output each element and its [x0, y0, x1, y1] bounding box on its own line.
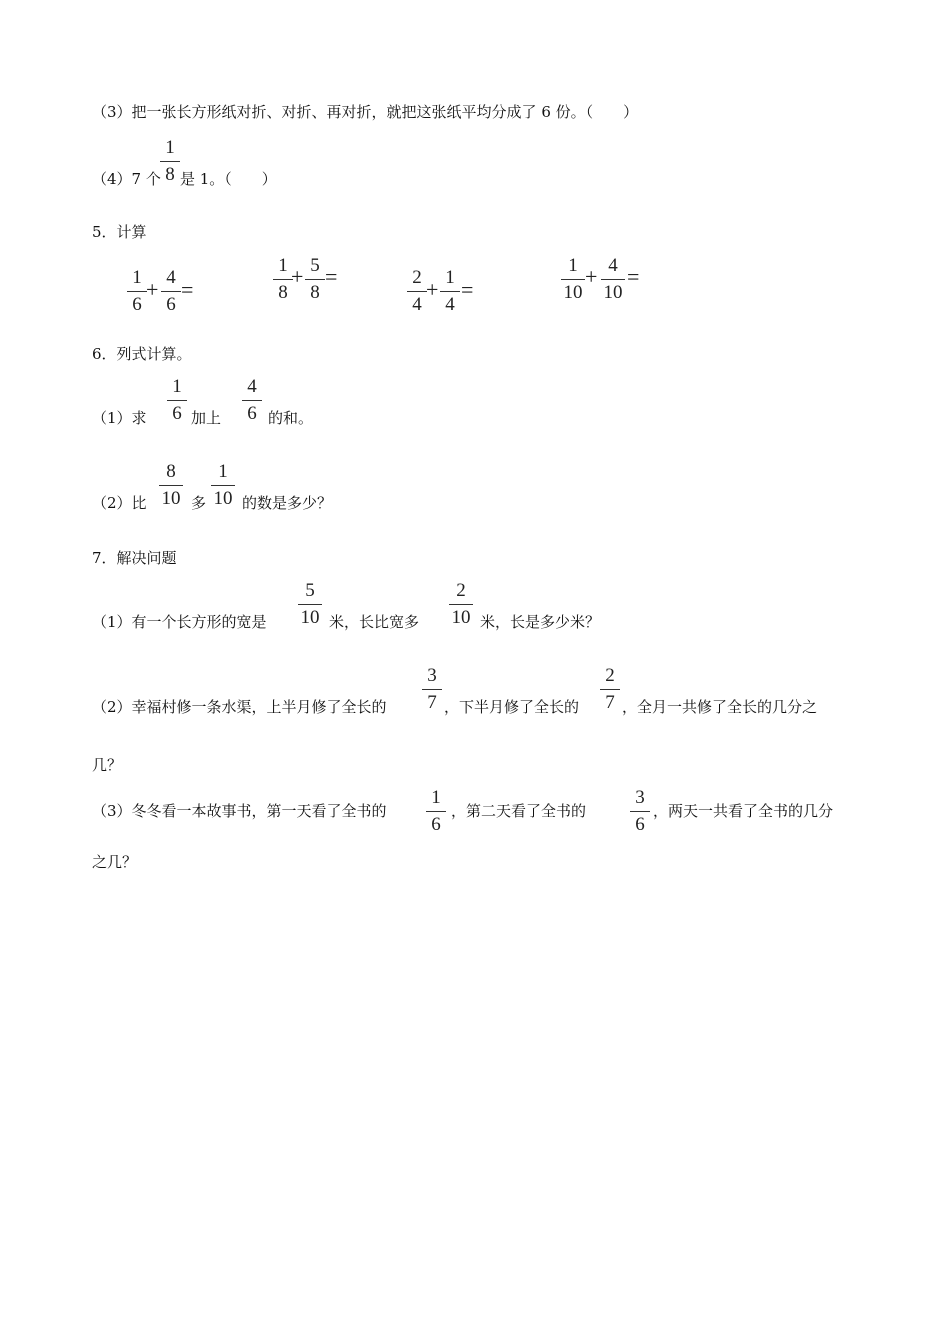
- question-5-title: 5．计算: [92, 223, 147, 241]
- q6-part2-text-c: 的数是多少？: [242, 494, 333, 512]
- numerator: 8: [166, 461, 176, 482]
- fraction: [295, 580, 325, 629]
- numerator: 2: [456, 580, 466, 601]
- fraction: [421, 787, 451, 836]
- numerator: 1: [278, 255, 288, 276]
- numerator: 3: [427, 665, 437, 686]
- q7-part2-text-a: （2）幸福村修一条水渠，上半月修了全长的: [92, 698, 387, 716]
- numerator: 4: [608, 255, 618, 276]
- equals-sign: =: [627, 264, 640, 289]
- denominator: 10: [300, 607, 320, 628]
- q7-part2-text-b: ，下半月修了全长的: [444, 698, 580, 716]
- numerator: 3: [635, 787, 645, 808]
- denominator: 6: [172, 403, 182, 424]
- denominator: 10: [161, 488, 181, 509]
- denominator: 7: [427, 692, 437, 713]
- judge-item-4-prefix: （4）7 个: [92, 170, 161, 188]
- fraction: [208, 461, 238, 510]
- numerator: 1: [568, 255, 578, 276]
- fraction: [625, 787, 655, 836]
- fraction: [417, 665, 447, 714]
- denominator: 8: [165, 164, 175, 185]
- denominator: 6: [132, 294, 142, 315]
- judge-item-4-suffix: 是 1。（ ）: [180, 170, 277, 188]
- denominator: 10: [563, 282, 583, 303]
- q6-part1-text-a: （1）求: [92, 409, 147, 427]
- q7-part3-text-d: 之几？: [92, 853, 138, 871]
- q7-part3-text-c: ，两天一共看了全书的几分: [653, 802, 834, 820]
- denominator: 4: [445, 294, 455, 315]
- fraction: [595, 665, 625, 714]
- denominator: 6: [635, 814, 645, 835]
- judge-item-3: （3）把一张长方形纸对折、对折、再对折，就把这张纸平均分成了 6 份。（ ）: [92, 103, 639, 121]
- question-6-title: 6．列式计算。: [92, 345, 192, 363]
- numerator: 5: [305, 580, 315, 601]
- q7-part1-text-b: 米，长比宽多: [329, 613, 420, 631]
- q7-part1-text-a: （1）有一个长方形的宽是: [92, 613, 267, 631]
- fraction: [558, 255, 588, 304]
- denominator: 6: [166, 294, 176, 315]
- fraction: [237, 376, 267, 425]
- equals-sign: =: [325, 264, 338, 289]
- plus-sign: +: [291, 264, 304, 289]
- q7-part3-text-a: （3）冬冬看一本故事书，第一天看了全书的: [92, 802, 387, 820]
- fraction: [598, 255, 628, 304]
- denominator: 8: [278, 282, 288, 303]
- equals-sign: =: [181, 277, 194, 302]
- numerator: 1: [132, 267, 142, 288]
- q6-part2-text-a: （2）比: [92, 494, 147, 512]
- denominator: 4: [412, 294, 422, 315]
- q7-part3-text-b: ，第二天看了全书的: [451, 802, 587, 820]
- denominator: 10: [603, 282, 623, 303]
- denominator: 10: [213, 488, 233, 509]
- numerator: 1: [445, 267, 455, 288]
- numerator: 1: [218, 461, 228, 482]
- numerator: 5: [310, 255, 320, 276]
- q6-part1-text-b: 加上: [191, 409, 222, 427]
- q6-part2-text-b: 多: [191, 494, 207, 512]
- q7-part2-text-c: ，全月一共修了全长的几分之: [622, 698, 818, 716]
- fraction: [446, 580, 476, 629]
- plus-sign: +: [146, 277, 159, 302]
- numerator: 4: [166, 267, 176, 288]
- denominator: 8: [310, 282, 320, 303]
- numerator: 2: [605, 665, 615, 686]
- denominator: 7: [605, 692, 615, 713]
- numerator: 4: [247, 376, 257, 397]
- denominator: 6: [247, 403, 257, 424]
- q7-part2-text-d: 几？: [92, 756, 123, 774]
- fraction: [156, 461, 186, 510]
- q7-part1-text-c: 米，长是多少米？: [480, 613, 601, 631]
- numerator: 1: [165, 137, 175, 158]
- denominator: 6: [431, 814, 441, 835]
- numerator: 1: [172, 376, 182, 397]
- equals-sign: =: [461, 277, 474, 302]
- denominator: 10: [451, 607, 471, 628]
- numerator: 2: [412, 267, 422, 288]
- fraction: [162, 376, 192, 425]
- numerator: 1: [431, 787, 441, 808]
- plus-sign: +: [426, 277, 439, 302]
- q6-part1-text-c: 的和。: [268, 409, 314, 427]
- plus-sign: +: [585, 264, 598, 289]
- question-7-title: 7．解决问题: [92, 549, 177, 567]
